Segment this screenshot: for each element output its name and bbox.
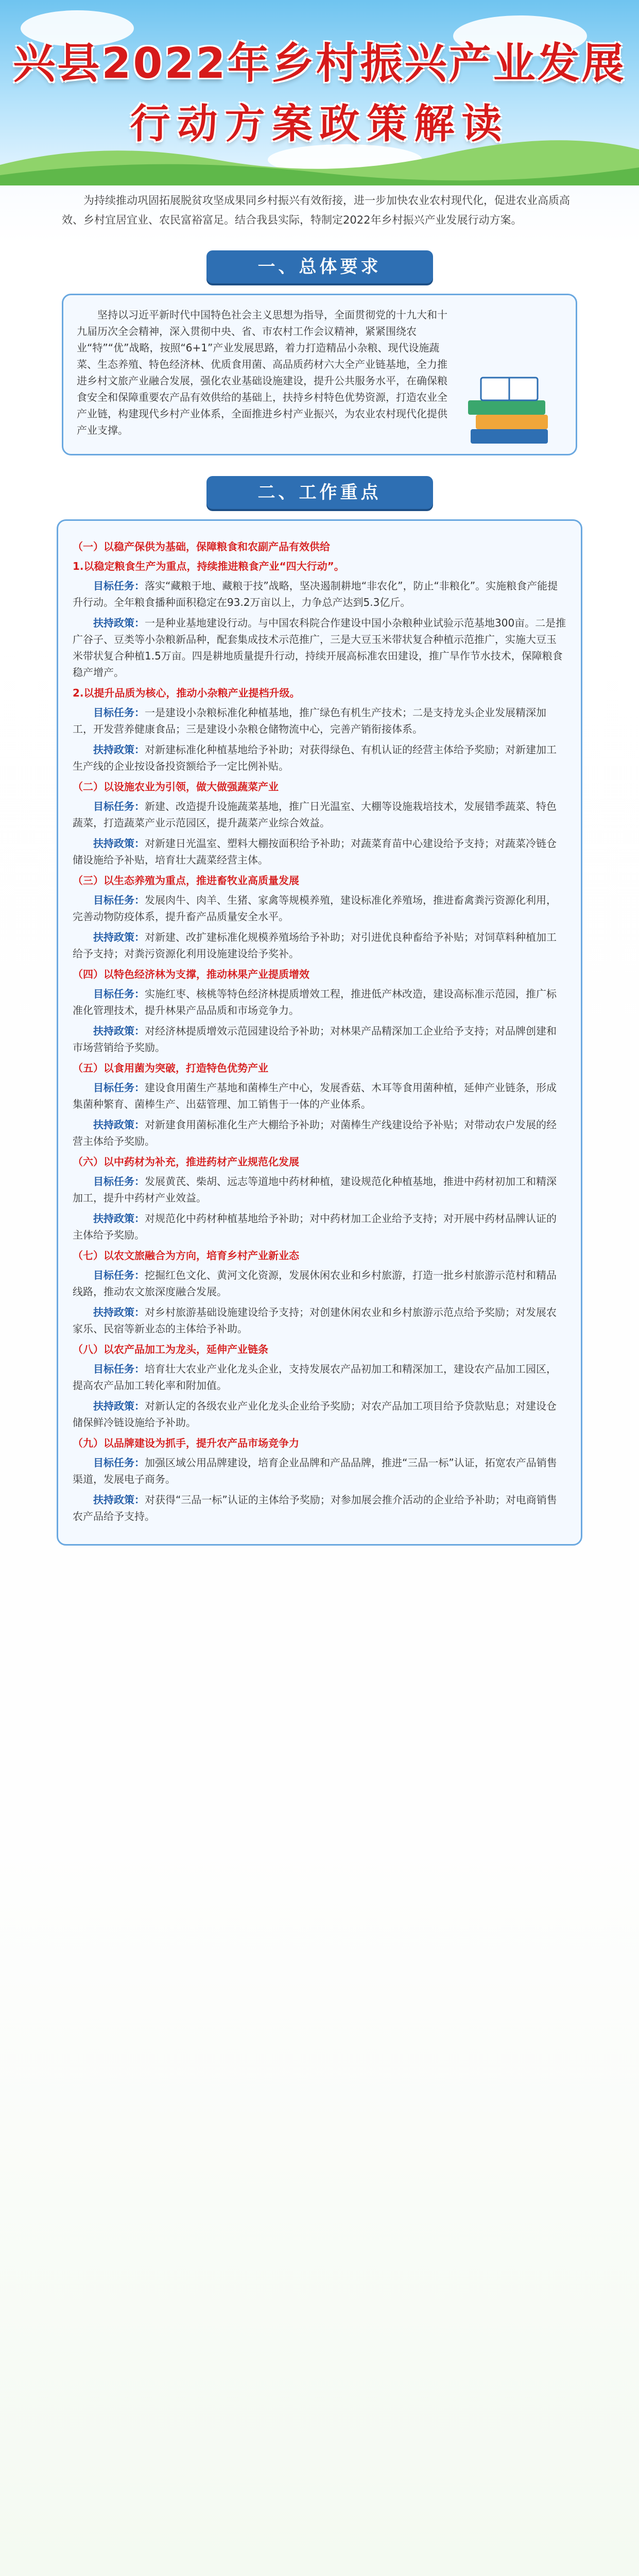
priority-text: 对新认定的各级农业产业化龙头企业给予奖励；对农产品加工项目给予贷款贴息；对建设仓储保鲜冷链设施给予补助。 [73,1400,557,1429]
priority-label: 目标任务： [93,1175,145,1188]
priority-heading: （七）以农文旅融合为方向，培育乡村产业新业态 [73,1249,299,1262]
priority-text: 新建、改造提升设施蔬菜基地，推广日光温室、大棚等设施栽培技术，发展错季蔬菜、特色蔬菜，打造蔬菜产业示范园区，提升蔬菜产业综合效益。 [73,800,557,829]
priority-paragraph [73,1079,566,1112]
priority-label: 扶持政策： [93,1118,145,1131]
priority-text: 建设食用菌生产基地和菌棒生产中心，发展香菇、木耳等食用菌种植，延伸产业链条，形成集菌种繁育、菌棒生产、出菇管理、加工销售于一体的产业体系。 [73,1081,557,1110]
priority-paragraph [73,704,566,737]
priority-paragraph [73,1454,566,1487]
priority-label: 扶持政策： [93,1494,145,1506]
priority-text: 实施红枣、核桃等特色经济林提质增效工程，推进低产林改造，建设高标准示范园，推广标准化管理技术，提升林果产品品质和市场竞争力。 [73,988,557,1016]
priority-paragraph [73,798,566,831]
priority-label: 扶持政策： [93,617,145,629]
priority-text: 一是种业基地建设行动。与中国农科院合作建设中国小杂粮种业试验示范基地300亩。二是推广谷子、豆类等小杂粮新品种，配套集成技术示范推广，三是大豆玉米带状复合种植示范推广，实施大豆玉米带状复合种植1.5万亩。四是耕地质量提升行动，持续开展高标准农田建设，推广旱作节水技术，保障粮食稳产增产。 [73,617,566,679]
header-banner [0,0,639,185]
priority-paragraph [73,1492,566,1524]
priority-heading: （五）以食用菌为突破，打造特色优势产业 [73,1062,268,1074]
priority-label: 扶持政策： [93,743,145,756]
priority-paragraph [73,929,566,962]
priority-label: 目标任务： [93,1456,145,1469]
priority-paragraph [73,578,566,611]
priority-heading: （八）以农产品加工为龙头，延伸产业链条 [73,1343,268,1355]
general-requirements-text: 坚持以习近平新时代中国特色社会主义思想为指导，全面贯彻党的十九大和十九届历次全会精神，深入贯彻中央、省、市农村工作会议精神，紧紧围绕农业“特”“优”战略，按照“6+1”产业发展思路，着力打造精品小杂粮、现代设施蔬菜、生态养殖、特色经济林、优质食用菌、高品质药材六大全产业链基地，全力推进乡村文旅产业融合发展，强化农业基础设施建设，提升公共服务水平，在确保粮食安全和保障重要农产品有效供给的基础上，扶持乡村特色优势资源，打造农业全产业链，构建现代乡村产业体系，全面推进乡村产业振兴，为农业农村现代化提供产业支撑。 [77,309,447,436]
priority-text: 对获得“三品一标”认证的主体给予奖励；对参加展会推介活动的企业给予补助；对电商销售农产品给予支持。 [73,1494,557,1522]
priority-paragraph [73,835,566,868]
priority-heading: （四）以特色经济林为支撑，推动林果产业提质增效 [73,968,309,980]
priority-label: 目标任务： [93,988,145,1000]
priority-label: 目标任务： [93,894,145,906]
priority-text: 对规范化中药材种植基地给予补助；对中药材加工企业给予支持；对开展中药材品牌认证的主体给予奖励。 [73,1212,557,1241]
priority-heading: （九）以品牌建设为抓手，提升农产品市场竞争力 [73,1437,299,1449]
priority-paragraph [73,1398,566,1431]
priority-label: 扶持政策： [93,837,145,850]
priority-label: 扶持政策： [93,1025,145,1037]
page-title-line1: 兴县2022年乡村振兴产业发展 [13,39,626,88]
priority-heading: （二）以设施农业为引领，做大做强蔬菜产业 [73,781,279,793]
priority-text: 发展黄芪、柴胡、远志等道地中药材种植，建设规范化种植基地，推进中药材初加工和精深加工，提升中药材产业效益。 [73,1175,557,1204]
priority-label: 目标任务： [93,1081,145,1094]
priority-text: 一是建设小杂粮标准化种植基地，推广绿色有机生产技术；二是支持龙头企业发展精深加工，开发营养健康食品；三是建设小杂粮仓储物流中心，完善产销衔接体系。 [73,706,546,735]
priority-paragraph [73,1023,566,1056]
priorities-box [57,519,582,1546]
priority-paragraph [73,615,566,681]
priority-text: 发展肉牛、肉羊、生猪、家禽等规模养殖，建设标准化养殖场，推进畜禽粪污资源化利用，完善动物防疫体系，提升畜产品质量安全水平。 [73,894,557,923]
priority-heading: （三）以生态养殖为重点，推进畜牧业高质量发展 [73,874,299,887]
priority-label: 目标任务： [93,706,145,719]
priority-text: 对新建日光温室、塑料大棚按面积给予补助；对蔬菜育苗中心建设给予支持；对蔬菜冷链仓储设施给予补贴，培育壮大蔬菜经营主体。 [73,837,557,866]
priority-heading: 1.以稳定粮食生产为重点，持续推进粮食产业“四大行动”。 [73,560,344,572]
priority-paragraph [73,741,566,774]
priority-paragraph [73,1361,566,1394]
priority-paragraph [73,1304,566,1337]
priority-heading: （六）以中药材为补充，推进药材产业规范化发展 [73,1156,299,1168]
section-title-general: 一、总体要求 [206,250,433,283]
books-icon [460,367,563,470]
priority-label: 目标任务： [93,1269,145,1281]
priority-label: 扶持政策： [93,1306,145,1318]
intro-paragraph: 为持续推动巩固拓展脱贫攻坚成果同乡村振兴有效衔接，进一步加快农业农村现代化，促进农业高质高效、乡村宜居宜业、农民富裕富足。结合我县实际，特制定2022年乡村振兴产业发展行动方案。 [62,194,570,226]
priority-label: 扶持政策： [93,1400,145,1412]
priority-label: 扶持政策： [93,931,145,943]
priority-paragraph [73,1210,566,1243]
priority-text: 对新建标准化种植基地给予补助；对获得绿色、有机认证的经营主体给予奖励；对新建加工生产线的企业按设备投资额给予一定比例补贴。 [73,743,557,772]
priority-paragraph [73,1173,566,1206]
priority-text: 培育壮大农业产业化龙头企业，支持发展农产品初加工和精深加工，建设农产品加工园区，提高农产品加工转化率和附加值。 [73,1363,557,1392]
priority-heading: （一）以稳产保供为基础，保障粮食和农副产品有效供给 [73,540,330,553]
priority-paragraph [73,1267,566,1300]
priority-label: 目标任务： [93,1363,145,1375]
priority-text: 落实“藏粮于地、藏粮于技”战略，坚决遏制耕地“非农化”，防止“非粮化”。实施粮食产能提升行动。全年粮食播种面积稳定在93.2万亩以上，力争总产达到5.3亿斤。 [73,580,558,608]
priority-paragraph [73,1116,566,1149]
page-title-line2: 行动方案政策解读 [130,101,509,147]
priority-label: 目标任务： [93,800,145,812]
priority-text: 对新建、改扩建标准化规模养殖场给予补助；对引进优良种畜给予补贴；对饲草料种植加工给予支持；对粪污资源化利用设施建设给予奖补。 [73,931,557,960]
priority-text: 对新建食用菌标准化生产大棚给予补助；对菌棒生产线建设给予补贴；对带动农户发展的经营主体给予奖励。 [73,1118,557,1147]
priority-text: 对乡村旅游基础设施建设给予支持；对创建休闲农业和乡村旅游示范点给予奖励；对发展农家乐、民宿等新业态的主体给予补助。 [73,1306,557,1335]
hills-illustration [0,124,639,185]
section-title-priorities: 二、工作重点 [206,476,433,509]
priority-text: 对经济林提质增效示范园建设给予补助；对林果产品精深加工企业给予支持；对品牌创建和市场营销给予奖励。 [73,1025,557,1054]
priority-label: 扶持政策： [93,1212,145,1225]
general-requirements-box [62,294,577,455]
priority-text: 加强区域公用品牌建设，培育企业品牌和产品品牌，推进“三品一标”认证，拓宽农产品销售渠道，发展电子商务。 [73,1456,557,1485]
priority-label: 目标任务： [93,580,145,592]
priority-text: 挖掘红色文化、黄河文化资源，发展休闲农业和乡村旅游，打造一批乡村旅游示范村和精品线路，推动农文旅深度融合发展。 [73,1269,557,1298]
priority-paragraph [73,986,566,1019]
priority-paragraph [73,892,566,925]
priority-heading: 2.以提升品质为核心，推动小杂粮产业提档升级。 [73,687,300,699]
